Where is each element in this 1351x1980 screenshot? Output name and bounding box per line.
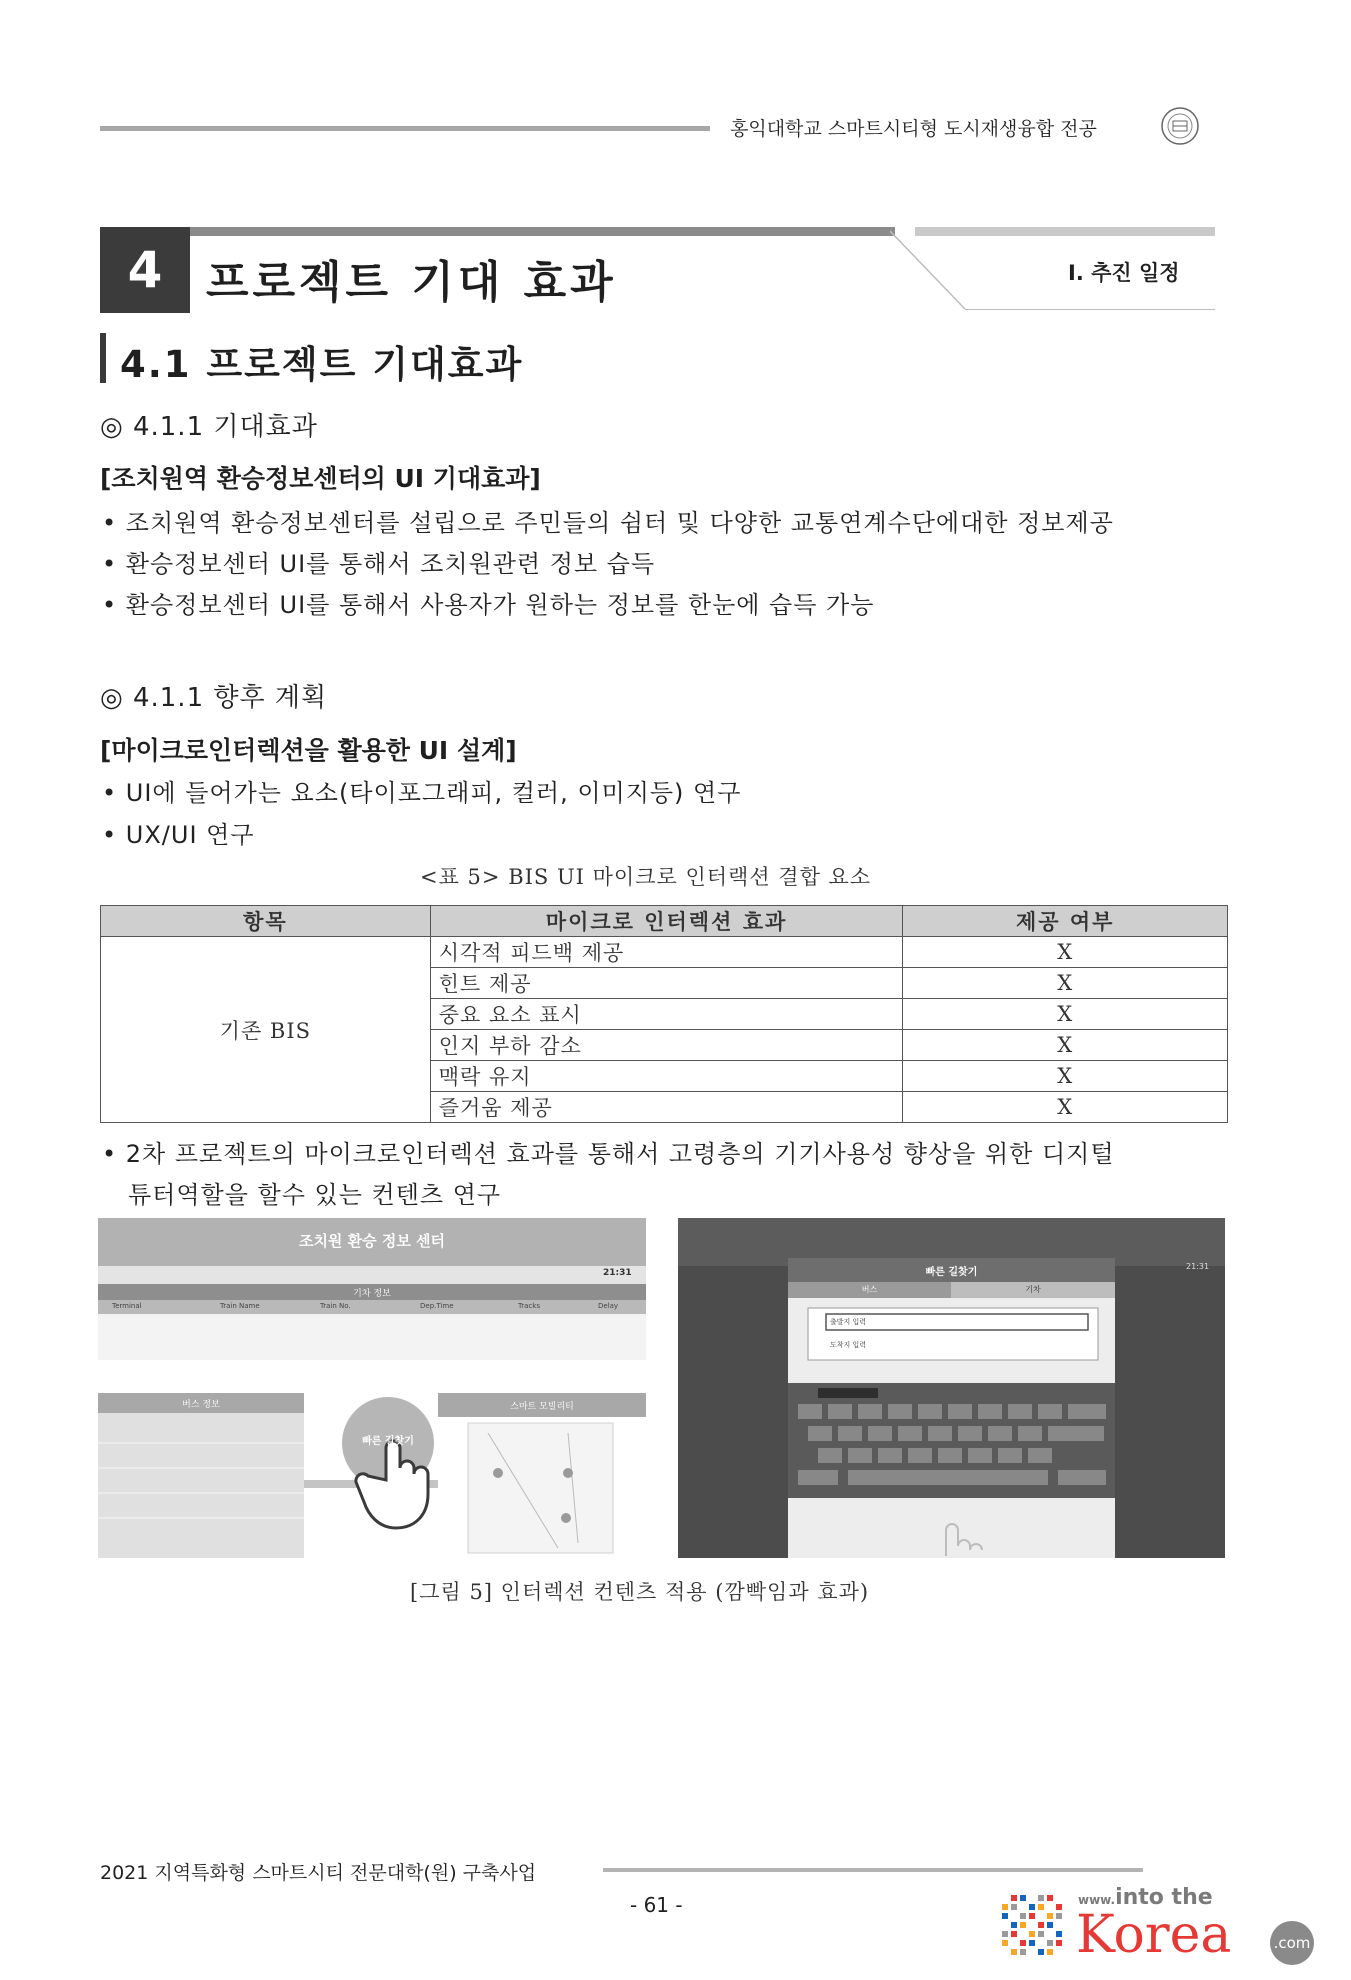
table-header: 제공 여부 (903, 906, 1228, 937)
subsection-title: ◎ 4.1.1 기대효과 (100, 412, 318, 442)
chapter-banner-bar (100, 227, 895, 236)
table-group-label: 기존 BIS (101, 937, 431, 1123)
footer-rule (603, 1868, 1143, 1872)
train-col-header: Tracks (518, 1302, 540, 1310)
university-seal-icon (1160, 106, 1200, 146)
mobility-header: 스마트 모빌리티 (510, 1402, 574, 1412)
chapter-title: 프로젝트 기대 효과 (206, 257, 617, 308)
table-cell: 인지 부하 감소 (430, 1030, 903, 1061)
bullet-item: • UI에 들어가는 요소(타이포그래피, 컬러, 이미지등) 연구 (102, 779, 742, 807)
table-cell: 맥락 유지 (430, 1061, 903, 1092)
chapter-banner-right-bar (915, 227, 1215, 236)
section-title: 4.1 프로젝트 기대효과 (120, 343, 524, 386)
bullet-item: • 환승정보센터 UI를 통해서 조치원관련 정보 습득 (102, 550, 656, 578)
train-col-header: Train Name (220, 1302, 260, 1310)
bullet-item: • 조치원역 환승정보센터를 설립으로 주민들의 쉼터 및 다양한 교통연계수단에대한 정보제공 (102, 509, 1114, 537)
arrival-input[interactable]: 도착지 입력 (830, 1341, 867, 1349)
chapter-banner-underline (965, 309, 1215, 310)
figure-route-dialog (678, 1218, 1225, 1558)
chapter-number: 4 (100, 227, 190, 313)
tab-train[interactable]: 기차 (1025, 1285, 1041, 1294)
bullet-item: • 환승정보센터 UI를 통해서 사용자가 원하는 정보를 한눈에 습득 가능 (102, 591, 875, 619)
watermark-prefix: www. (1078, 1893, 1116, 1907)
train-col-header: Dep.Time (420, 1302, 454, 1310)
page-number: - 61 - (630, 1893, 683, 1917)
section-bar (100, 333, 106, 383)
tab-bus[interactable]: 버스 (861, 1285, 878, 1294)
bullet-item: • UX/UI 연구 (102, 821, 255, 849)
table-caption: <표 5> BIS UI 마이크로 인터랙션 결합 요소 (420, 865, 872, 889)
train-col-header: Delay (598, 1302, 619, 1310)
bullet-item-continued: 튜터역할을 할수 있는 컨텐츠 연구 (128, 1181, 502, 1209)
subsection-title: ◎ 4.1.1 향후 계획 (100, 683, 328, 713)
train-info-header: 기차 정보 (353, 1289, 391, 1299)
watermark-text: into the (1115, 1885, 1213, 1910)
header-rule (100, 126, 710, 131)
quick-route-button[interactable]: 빠른 길찾기 (362, 1436, 414, 1447)
dialog-title: 빠른 길찾기 (925, 1267, 978, 1278)
subsection-heading: [조치원역 환승정보센터의 UI 기대효과] (100, 464, 541, 493)
header-text: 홍익대학교 스마트시티형 도시재생융합 전공 (730, 118, 1097, 140)
dialog-time: 21:31 (1186, 1262, 1210, 1271)
table-cell: 즐거움 제공 (430, 1092, 903, 1123)
table-header: 마이크로 인터렉션 효과 (430, 906, 903, 937)
table-cell: X (903, 937, 1228, 968)
table-row (101, 937, 1228, 968)
table-cell: 힌트 제공 (430, 968, 903, 999)
banner-diagonal (890, 227, 970, 312)
watermark-dots-icon (998, 1885, 1078, 1965)
table-header-row (101, 906, 1228, 937)
figure-caption: [그림 5] 인터렉션 컨텐츠 적용 (깜빡임과 효과) (410, 1580, 870, 1604)
table-header: 항목 (101, 906, 431, 937)
table-cell: X (903, 1092, 1228, 1123)
table-cell: X (903, 1030, 1228, 1061)
watermark-logo (998, 1885, 1318, 1965)
kiosk-title: 조치원 환승 정보 센터 (298, 1232, 446, 1250)
subsection-heading: [마이크로인터렉션을 활용한 UI 설계] (100, 736, 517, 765)
table-cell: X (903, 1061, 1228, 1092)
bus-info-header: 버스 정보 (182, 1400, 220, 1410)
watermark-suffix: .com (1270, 1921, 1314, 1965)
departure-input[interactable]: 출발지 입력 (830, 1318, 867, 1326)
train-col-header: Train No. (320, 1302, 351, 1310)
kiosk-time: 21:31 (603, 1268, 632, 1278)
train-col-header: Terminal (112, 1302, 142, 1310)
table-cell: X (903, 999, 1228, 1030)
watermark-brand: Korea (1076, 1905, 1232, 1965)
footer-text: 2021 지역특화형 스마트시티 전문대학(원) 구축사업 (100, 1862, 537, 1884)
bullet-item: • 2차 프로젝트의 마이크로인터렉션 효과를 통해서 고령층의 기기사용성 향상을 위한 디지털 (102, 1140, 1115, 1168)
table-cell: 시각적 피드백 제공 (430, 937, 903, 968)
chapter-side-label: Ⅰ. 추진 일정 (1068, 261, 1180, 285)
figure-kiosk-screen (98, 1218, 646, 1558)
table-cell: 중요 요소 표시 (430, 999, 903, 1030)
table-cell: X (903, 968, 1228, 999)
bis-table (100, 905, 1228, 1123)
